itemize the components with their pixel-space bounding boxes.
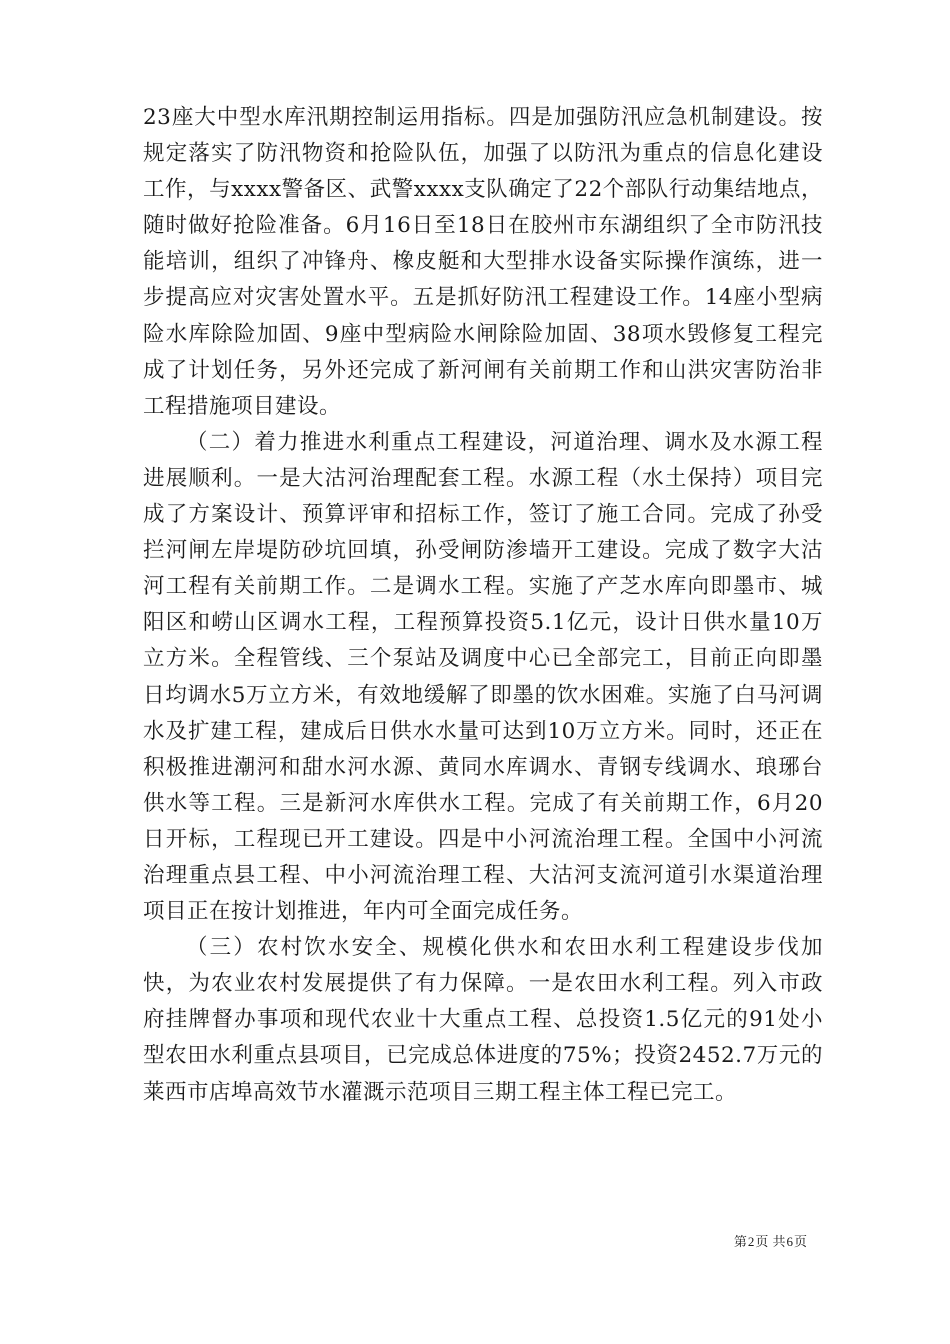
paragraph-section-3: （三）农村饮水安全、规模化供水和农田水利工程建设步伐加快，为农业农村发展提供了有力保障。一是农田水利工程。列入市政府挂牌督办事项和现代农业十大重点工程、总投资1.5亿元的91处小型农田水利重点县项目，已完成总体进度的75%；投资2452.7万元的莱西市店埠高效节水灌溉示范项目三期工程主体工程已完工。: [143, 935, 823, 1105]
paragraph-section-2: （二）着力推进水利重点工程建设，河道治理、调水及水源工程进展顺利。一是大沽河治理配套工程。水源工程（水土保持）项目完成了方案设计、预算评审和招标工作，签订了施工合同。完成了孙受拦河闸左岸堤防砂坑回填，孙受闸防渗墙开工建设。完成了数字大沽河工程有关前期工作。二是调水工程。实施了产芝水库向即墨市、城阳区和崂山区调水工程，工程预算投资5.1亿元，设计日供水量10万立方米。全程管线、三个泵站及调度中心已全部完工，目前正向即墨日均调水5万立方米，有效地缓解了即墨的饮水困难。实施了白马河调水及扩建工程，建成后日供水水量可达到10万立方米。同时，还正在积极推进潮河和甜水河水源、黄同水库调水、青钢专线调水、琅琊台供水等工程。三是新河水库供水工程。完成了有关前期工作，6月20日开标，工程现已开工建设。四是中小河流治理工程。全国中小河流治理重点县工程、中小河流治理工程、大沽河支流河道引水渠道治理项目正在按计划推进，年内可全面完成任务。: [143, 429, 823, 925]
footer-middle: 页 共: [755, 1235, 786, 1250]
current-page-number: 2: [747, 1234, 755, 1249]
paragraph-continuation: 23座大中型水库汛期控制运用指标。四是加强防汛应急机制建设。按规定落实了防汛物资和抢险队伍，加强了以防汛为重点的信息化建设工作，与xxxx警备区、武警xxxx支队确定了22个部队行动集结地点，随时做好抢险准备。6月16日至18日在胶州市东湖组织了全市防汛技能培训，组织了冲锋舟、橡皮艇和大型排水设备实际操作演练，进一步提高应对灾害处置水平。五是抓好防汛工程建设工作。14座小型病险水库除险加固、9座中型病险水闸除险加固、38项水毁修复工程完成了计划任务，另外还完成了新河闸有关前期工作和山洪灾害防治非工程措施项目建设。: [143, 105, 823, 419]
page-number-footer: [734, 1234, 807, 1251]
footer-prefix: 第: [733, 1235, 747, 1250]
document-body: [143, 100, 823, 1111]
footer-suffix: 页: [793, 1235, 807, 1250]
total-pages-number: 6: [786, 1234, 793, 1249]
